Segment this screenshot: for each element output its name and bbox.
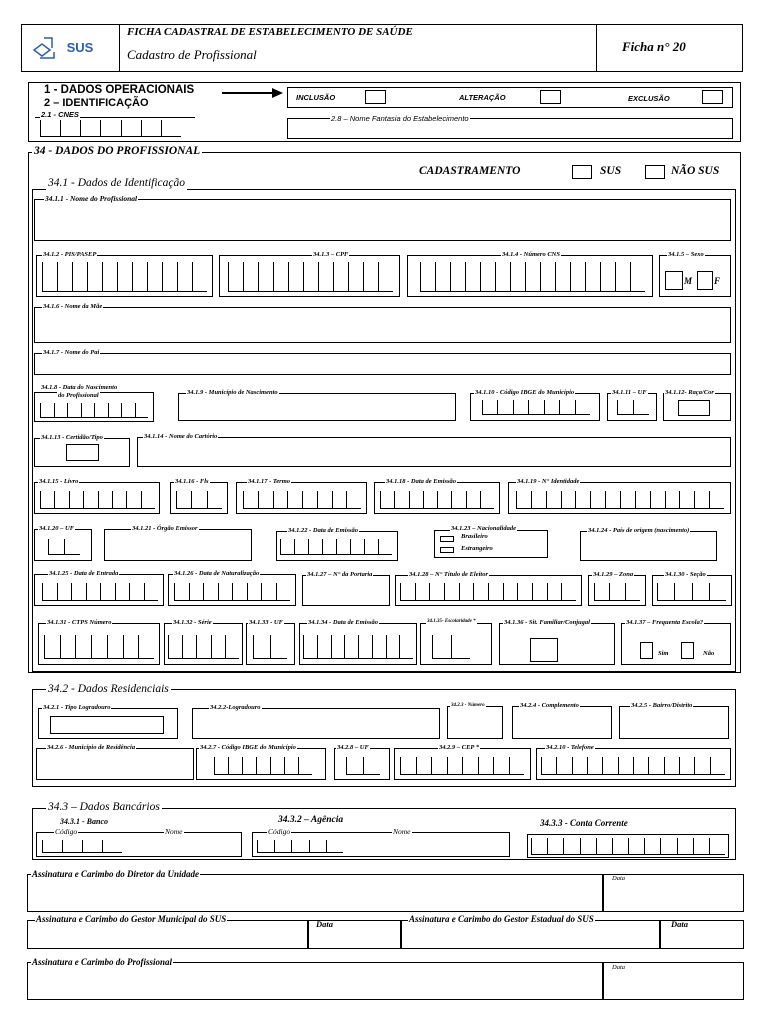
assinatura-diretor-field[interactable] xyxy=(27,874,603,912)
tipo-logr-label: 34.2.1 - Tipo Logradouro xyxy=(43,704,111,711)
nascimento-label-1: 34.1.8 - Data do Nascimento xyxy=(41,384,118,391)
operacional-line2: 2 – IDENTIFICAÇÃO xyxy=(44,97,149,109)
cartorio-label: 34.1.14 - Nome do Cartório xyxy=(144,433,218,440)
municipio-res-field[interactable] xyxy=(36,748,194,780)
ibge-res-label: 34.2.7 - Código IBGE do Município xyxy=(200,744,296,751)
logradouro-field[interactable] xyxy=(192,708,440,739)
emissao2-label: 34.1.22 - Data de Emissão xyxy=(288,527,359,534)
estrangeiro-checkbox[interactable] xyxy=(440,547,454,553)
exclusao-label: EXCLUSÃO xyxy=(628,94,670,103)
sus-label: SUS xyxy=(600,165,622,177)
zona-digits[interactable] xyxy=(594,583,640,601)
assinatura-gestor-mun-field[interactable] xyxy=(27,920,308,949)
header-divider-right xyxy=(596,24,597,72)
zona-label: 34.1.29 – Zona xyxy=(593,571,634,578)
fls-label: 34.1.16 - Fls xyxy=(175,478,209,485)
brasileiro-checkbox[interactable] xyxy=(440,536,454,542)
nome-mae-label: 34.1.6 - Nome da Mãe xyxy=(43,303,103,310)
certidao-label: 34.1.13 - Certidão/Tipo xyxy=(41,434,103,441)
fls-digits[interactable] xyxy=(176,491,222,509)
data-diretor-label: Data xyxy=(612,875,625,882)
portaria-label: 34.1.27 – N° da Portaria xyxy=(307,571,373,578)
profissional-section-title: 34 - DADOS DO PROFISSIONAL xyxy=(34,145,201,157)
data-profissional-label: Data xyxy=(612,964,625,971)
naturalizacao-label: 34.1.26 - Data de Naturalização xyxy=(174,570,260,577)
termo-digits[interactable] xyxy=(243,491,361,509)
pis-digits[interactable] xyxy=(42,262,207,292)
raca-field[interactable] xyxy=(678,400,710,416)
pais-origem-label: 34.1.24 - País de origem (nascimento) xyxy=(588,527,690,534)
secao-digits[interactable] xyxy=(657,583,726,601)
entrada-digits[interactable] xyxy=(42,583,158,601)
ctps-label: 34.1.31 - CTPS Número xyxy=(47,619,112,626)
arrow-icon xyxy=(222,86,284,104)
telefone-label: 34.2.10 - Telefone xyxy=(546,744,594,751)
cns-digits[interactable] xyxy=(420,262,645,292)
bairro-field[interactable] xyxy=(619,706,729,739)
nome-profissional-label: 34.1.1 - Nome do Profissional xyxy=(45,194,138,203)
uf3-digits[interactable] xyxy=(253,635,287,659)
sexo-f-checkbox[interactable] xyxy=(697,271,713,290)
cep-label: 34.2.9 – CEP * xyxy=(439,744,480,751)
nao-sus-checkbox[interactable] xyxy=(645,165,665,179)
nome-pai-field[interactable] xyxy=(34,353,731,375)
complemento-field[interactable] xyxy=(512,706,612,739)
alteracao-label: ALTERAÇÃO xyxy=(459,93,506,102)
data-gestor-mun-label: Data xyxy=(316,919,333,929)
operacional-line1: 1 - DADOS OPERACIONAIS xyxy=(44,84,195,96)
familiar-label: 34.1.36 - Sit. Familiar/Conjugal xyxy=(504,619,590,626)
escolaridade-digits[interactable] xyxy=(432,635,470,659)
numero-field[interactable] xyxy=(447,706,503,739)
identidade-label: 34.1.19 - N° Identidade xyxy=(517,478,580,485)
secao-label: 34.1.30 - Seção xyxy=(665,571,706,578)
cns-label: 34.1.4 - Número CNS xyxy=(502,251,560,258)
agencia-codigo-digits[interactable] xyxy=(257,840,343,853)
banco-codigo-label: Código xyxy=(55,827,78,836)
bairro-label: 34.2.5 - Bairro/Distrito xyxy=(631,702,693,709)
escola-label: 34.1.37 – Frequenta Escola? xyxy=(626,619,704,626)
ficha-number: Ficha n° 20 xyxy=(622,39,686,54)
banco-label: 34.3.1 - Banco xyxy=(60,817,108,826)
banco-codigo-digits[interactable] xyxy=(42,840,122,853)
exclusao-checkbox[interactable] xyxy=(702,90,723,104)
raca-label: 34.1.12- Raça/Cor xyxy=(665,389,714,396)
portaria-field[interactable] xyxy=(302,575,390,606)
conta-label: 34.3.3 - Conta Corrente xyxy=(540,818,628,828)
identidade-digits[interactable] xyxy=(516,491,724,509)
emissao3-label: 34.1.34 - Data de Emissão xyxy=(308,619,379,626)
nascimento-label-2: do Profissional xyxy=(58,392,99,399)
assinatura-profissional-label: Assinatura e Carimbo do Profissional xyxy=(32,957,173,967)
uf-res-digits[interactable] xyxy=(346,757,380,775)
fantasia-label: 2.8 – Nome Fantasia do Estabelecimento xyxy=(331,114,469,123)
naturalizacao-digits[interactable] xyxy=(174,583,290,601)
logo-text: SUS xyxy=(66,40,94,55)
logradouro-label: 34.2.2-Logradouro xyxy=(210,704,261,711)
assinatura-profissional-field[interactable] xyxy=(27,962,603,1000)
ibge-nasc-digits[interactable] xyxy=(482,400,590,415)
cpf-label: 34.1.3 – CPF xyxy=(313,251,349,258)
agencia-codigo-label: Código xyxy=(268,827,291,836)
sexo-m-label: M xyxy=(684,276,693,286)
nascimento-digits[interactable] xyxy=(40,403,148,418)
escolaridade-label: 34.1.35- Escolaridade * xyxy=(427,619,476,624)
brasileiro-label: Brasileiro xyxy=(461,533,488,540)
banco-nome-label: Nome xyxy=(165,827,183,836)
uf2-label: 34.1.20 – UF xyxy=(39,525,75,532)
estrangeiro-label: Estrangeiro xyxy=(461,545,493,552)
cadastramento-label: CADASTRAMENTO xyxy=(419,165,521,177)
telefone-digits[interactable] xyxy=(541,757,725,775)
uf3-label: 34.1.33 - UF xyxy=(249,619,283,626)
emissao1-digits[interactable] xyxy=(380,491,494,509)
emissao1-label: 34.1.18 - Data de Emissão xyxy=(386,478,457,485)
residenciais-title: 34.2 - Dados Residenciais xyxy=(48,683,169,695)
emissao3-digits[interactable] xyxy=(303,635,413,659)
nome-pai-label: 34.1.7 - Nome do Pai xyxy=(43,349,100,356)
ctps-digits[interactable] xyxy=(44,635,154,659)
orgao-label: 34.1.21 - Órgão Emissor xyxy=(132,525,198,532)
orgao-field[interactable] xyxy=(104,529,252,561)
cpf-digits[interactable] xyxy=(228,262,393,292)
titulo-digits[interactable] xyxy=(400,583,576,601)
bancarios-title: 34.3 – Dados Bancários xyxy=(48,801,160,813)
livro-label: 34.1.15 - Livro xyxy=(39,478,79,485)
cnes-label: 2.1 - CNES xyxy=(41,110,79,119)
escola-nao-checkbox[interactable] xyxy=(681,642,694,659)
ibge-res-digits[interactable] xyxy=(214,757,312,775)
ibge-nasc-label: 34.1.10 - Código IBGE do Município xyxy=(475,389,575,396)
conta-digits[interactable] xyxy=(531,838,725,855)
pais-origem-field[interactable] xyxy=(580,531,717,561)
assinatura-gestor-est-field[interactable] xyxy=(401,920,660,949)
escola-sim-label: Sim xyxy=(658,650,669,657)
emissao2-digits[interactable] xyxy=(280,539,392,555)
data-gestor-est-label: Data xyxy=(671,919,688,929)
assinatura-gestor-est-label: Assinatura e Carimbo do Gestor Estadual do SUS xyxy=(409,914,594,924)
assinatura-diretor-label: Assinatura e Carimbo do Diretor da Unidade xyxy=(32,869,200,879)
assinatura-gestor-mun-label: Assinatura e Carimbo do Gestor Municipal do SUS xyxy=(36,914,227,924)
sexo-label: 34.1.5 – Sexo xyxy=(668,251,704,258)
nacionalidade-box xyxy=(434,530,548,558)
escola-sim-checkbox[interactable] xyxy=(640,642,653,659)
header-title-2: Cadastro de Profissional xyxy=(127,47,257,62)
sexo-f-label: F xyxy=(714,276,721,286)
livro-digits[interactable] xyxy=(40,491,155,509)
cnes-digits[interactable] xyxy=(40,120,181,137)
sexo-m-checkbox[interactable] xyxy=(665,271,683,290)
familiar-field[interactable] xyxy=(530,638,558,662)
escola-box xyxy=(621,623,731,665)
agencia-nome-label: Nome xyxy=(393,827,411,836)
uf-res-label: 34.2.8 – UF xyxy=(337,744,369,751)
nome-profissional-field[interactable] xyxy=(34,199,731,241)
municipio-nasc-label: 34.1.9 - Município de Nascimento xyxy=(187,389,278,396)
header-title-1: FICHA CADASTRAL DE ESTABELECIMENTO DE SAÚDE xyxy=(127,26,413,38)
numero-label: 34.2.3 - Número xyxy=(451,703,485,708)
identificacao-title: 34.1 - Dados de Identificação xyxy=(48,177,186,189)
nao-sus-label: NÃO SUS xyxy=(671,165,720,177)
serie-label: 34.1.32 - Série xyxy=(173,619,212,626)
cep-digits[interactable] xyxy=(400,757,524,775)
sus-checkbox[interactable] xyxy=(572,165,592,179)
nome-mae-field[interactable] xyxy=(34,307,731,343)
agencia-label: 34.3.2 – Agência xyxy=(278,815,344,825)
uf-nasc-digits[interactable] xyxy=(617,400,649,415)
inclusao-checkbox[interactable] xyxy=(365,90,386,104)
termo-label: 34.1.17 - Termo xyxy=(248,478,291,485)
uf-nasc-label: 34.1.11 – UF xyxy=(612,389,647,396)
titulo-label: 34.1.28 – N° Título de Eleitor xyxy=(409,571,488,578)
serie-digits[interactable] xyxy=(168,635,239,659)
tipo-logr-field[interactable] xyxy=(50,716,164,734)
escola-nao-label: Não xyxy=(703,650,715,657)
municipio-res-label: 34.2.6 - Município de Residência xyxy=(47,744,136,751)
complemento-label: 34.2.4 - Complemento xyxy=(520,702,579,709)
pis-label: 34.1.2 - PIS/PASEP xyxy=(43,251,97,258)
certidao-field[interactable] xyxy=(66,444,99,461)
sus-logo xyxy=(30,30,112,66)
inclusao-label: INCLUSÃO xyxy=(296,93,336,102)
uf2-digits[interactable] xyxy=(48,539,80,555)
header-divider-left xyxy=(119,24,120,72)
nacionalidade-label: 34.1.23 – Nacionalidade xyxy=(451,525,516,532)
alteracao-checkbox[interactable] xyxy=(540,90,561,104)
municipio-nasc-field[interactable] xyxy=(178,393,456,421)
entrada-label: 34.1.25 - Data de Entrada xyxy=(49,570,119,577)
cartorio-field[interactable] xyxy=(137,437,731,467)
